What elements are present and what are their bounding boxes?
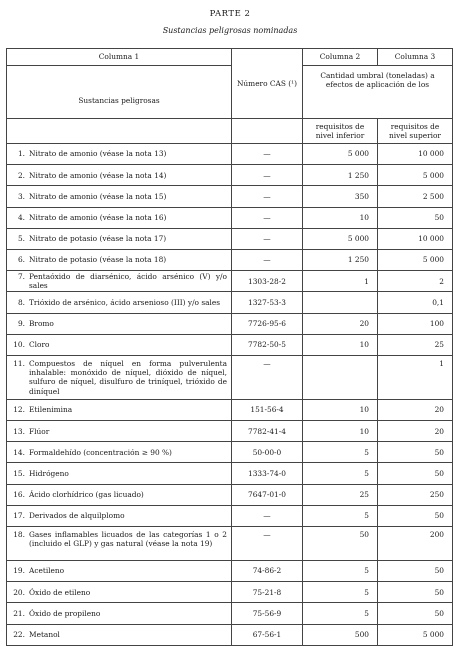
header-spacer-cas <box>232 119 303 144</box>
lower-tier-threshold: 5 <box>303 463 378 484</box>
table-row <box>7 399 453 420</box>
substance-name: Flúor <box>29 426 50 436</box>
cas-number: — <box>232 186 303 207</box>
row-number: 11. <box>13 358 25 368</box>
lower-tier-threshold: 5 <box>303 442 378 463</box>
table-row <box>7 603 453 624</box>
row-number: 4. <box>17 213 25 223</box>
upper-tier-threshold: 5 000 <box>378 165 453 186</box>
row-number: 18. <box>13 530 25 539</box>
cas-number: 50-00-0 <box>232 442 303 463</box>
table-row <box>7 484 453 505</box>
substance-name: Nitrato de potasio (véase la nota 17) <box>29 234 167 244</box>
header-substances: Sustancias peligrosas <box>7 84 232 119</box>
substance-cell <box>7 582 232 603</box>
substance-name: Acetileno <box>29 566 65 576</box>
row-number: 8. <box>17 297 25 307</box>
row-number: 22. <box>13 630 25 640</box>
cas-number: — <box>232 228 303 249</box>
substance-cell <box>7 463 232 484</box>
lower-tier-threshold: 1 250 <box>303 165 378 186</box>
lower-tier-threshold: 5 <box>303 582 378 603</box>
table-row <box>7 463 453 484</box>
lower-tier-threshold: 5 <box>303 505 378 526</box>
substance-cell <box>7 603 232 624</box>
substance-name: Nitrato de potasio (véase la nota 18) <box>29 255 167 265</box>
row-number: 7. <box>17 271 25 281</box>
cas-number: 7647-01-0 <box>232 484 303 505</box>
row-number: 5. <box>17 234 25 244</box>
substance-cell <box>7 228 232 249</box>
row-number: 15. <box>13 468 25 478</box>
upper-tier-threshold: 5 000 <box>378 249 453 270</box>
cas-number: — <box>232 355 303 399</box>
substance-cell <box>7 505 232 526</box>
table-row <box>7 313 453 334</box>
upper-tier-threshold: 50 <box>378 463 453 484</box>
substance-cell <box>7 484 232 505</box>
cas-number: 75-21-8 <box>232 582 303 603</box>
row-number: 9. <box>17 318 25 328</box>
lower-tier-threshold: 350 <box>303 186 378 207</box>
upper-tier-threshold: 5 000 <box>378 624 453 645</box>
substance-name: Formaldehído (concentración ≥ 90 %) <box>29 447 172 457</box>
table-row <box>7 186 453 207</box>
substance-name: Gases inflamables licuados de las categorías 1 o 2 (incluido el GLP) y gas natural (véase la nota 19) <box>29 530 227 549</box>
upper-tier-threshold: 50 <box>378 582 453 603</box>
upper-tier-threshold: 50 <box>378 561 453 582</box>
cas-number: 151-56-4 <box>232 399 303 420</box>
substance-cell <box>7 355 232 399</box>
table-row <box>7 334 453 355</box>
substance-cell <box>7 313 232 334</box>
substance-cell <box>7 165 232 186</box>
row-number: 2. <box>17 170 25 180</box>
table-row <box>7 421 453 442</box>
upper-tier-threshold: 25 <box>378 334 453 355</box>
header-blank <box>7 66 232 84</box>
upper-tier-threshold: 0,1 <box>378 292 453 313</box>
substance-name: Nitrato de amonio (véase la nota 14) <box>29 170 167 180</box>
row-number: 17. <box>13 511 25 521</box>
lower-tier-threshold: 10 <box>303 207 378 228</box>
lower-tier-threshold: 50 <box>303 527 378 561</box>
upper-tier-threshold: 50 <box>378 442 453 463</box>
lower-tier-threshold <box>303 355 378 399</box>
upper-tier-threshold: 50 <box>378 603 453 624</box>
lower-tier-threshold <box>303 292 378 313</box>
substance-name: Óxido de propileno <box>29 608 101 618</box>
substance-cell <box>7 399 232 420</box>
row-number: 21. <box>13 608 25 618</box>
substance-cell <box>7 271 232 292</box>
lower-tier-threshold: 10 <box>303 334 378 355</box>
row-number: 3. <box>17 191 25 201</box>
hazardous-substances-table <box>6 48 453 646</box>
row-number: 19. <box>13 566 25 576</box>
lower-tier-threshold: 5 000 <box>303 144 378 165</box>
row-number: 6. <box>17 255 25 265</box>
substance-cell <box>7 186 232 207</box>
table-row <box>7 271 453 292</box>
cas-number: 7782-50-5 <box>232 334 303 355</box>
table-row <box>7 207 453 228</box>
header-column-3: Columna 3 <box>378 49 453 66</box>
upper-tier-threshold: 250 <box>378 484 453 505</box>
table-row <box>7 165 453 186</box>
substance-name: Etilenimina <box>29 405 73 415</box>
table-row <box>7 355 453 399</box>
cas-number: 1327-53-3 <box>232 292 303 313</box>
table-row <box>7 527 453 561</box>
cas-number: — <box>232 505 303 526</box>
substance-cell <box>7 144 232 165</box>
substance-cell <box>7 207 232 228</box>
cas-number: — <box>232 207 303 228</box>
upper-tier-threshold: 200 <box>378 527 453 561</box>
row-number: 12. <box>13 405 25 415</box>
lower-tier-threshold: 5 000 <box>303 228 378 249</box>
lower-tier-threshold: 500 <box>303 624 378 645</box>
cas-number: — <box>232 144 303 165</box>
substance-cell <box>7 421 232 442</box>
substance-name: Cloro <box>29 340 50 350</box>
lower-tier-threshold: 5 <box>303 561 378 582</box>
table-row <box>7 292 453 313</box>
substance-name: Hidrógeno <box>29 468 69 478</box>
cas-number: — <box>232 249 303 270</box>
header-column-2: Columna 2 <box>303 49 378 66</box>
upper-tier-threshold: 50 <box>378 207 453 228</box>
substance-name: Óxido de etileno <box>29 587 91 597</box>
table-row <box>7 144 453 165</box>
cas-number: 67-56-1 <box>232 624 303 645</box>
table-row <box>7 249 453 270</box>
substance-name: Trióxido de arsénico, ácido arsenioso (III) y/o sales <box>29 297 221 307</box>
lower-tier-threshold: 1 <box>303 271 378 292</box>
table-row <box>7 561 453 582</box>
row-number: 16. <box>13 490 25 500</box>
substance-name: Ácido clorhídrico (gas licuado) <box>29 490 144 500</box>
cas-number: 1333-74-0 <box>232 463 303 484</box>
cas-number: 1303-28-2 <box>232 271 303 292</box>
upper-tier-threshold: 100 <box>378 313 453 334</box>
upper-tier-threshold: 1 <box>378 355 453 399</box>
cas-number: 75-56-9 <box>232 603 303 624</box>
lower-tier-threshold: 10 <box>303 421 378 442</box>
cas-number: 74-86-2 <box>232 561 303 582</box>
substance-name: Derivados de alquilplomo <box>29 511 125 521</box>
table-row <box>7 624 453 645</box>
upper-tier-threshold: 2 <box>378 271 453 292</box>
cas-number: — <box>232 165 303 186</box>
substance-cell <box>7 561 232 582</box>
substance-name: Bromo <box>29 318 54 328</box>
substance-name: Nitrato de amonio (véase la nota 15) <box>29 191 167 201</box>
row-number: 10. <box>13 340 25 350</box>
upper-tier-threshold: 2 500 <box>378 186 453 207</box>
table-subtitle: Sustancias peligrosas nominadas <box>162 26 298 35</box>
substance-name: Nitrato de amonio (véase la nota 16) <box>29 213 167 223</box>
upper-tier-threshold: 10 000 <box>378 228 453 249</box>
row-number: 13. <box>13 426 25 436</box>
substance-cell <box>7 527 232 561</box>
substance-name: Metanol <box>29 630 60 640</box>
row-number: 1. <box>17 149 25 159</box>
substance-cell <box>7 442 232 463</box>
row-number: 14. <box>13 447 25 457</box>
upper-tier-threshold: 20 <box>378 421 453 442</box>
table-row <box>7 228 453 249</box>
table-row <box>7 442 453 463</box>
substance-cell <box>7 292 232 313</box>
header-cas-number: Número CAS (¹) <box>232 49 303 119</box>
header-upper-tier: requisitos de nivel superior <box>378 119 453 144</box>
lower-tier-threshold: 25 <box>303 484 378 505</box>
cas-number: 7726-95-6 <box>232 313 303 334</box>
lower-tier-threshold: 5 <box>303 603 378 624</box>
substance-name: Nitrato de amonio (véase la nota 13) <box>29 149 167 159</box>
lower-tier-threshold: 10 <box>303 399 378 420</box>
upper-tier-threshold: 50 <box>378 505 453 526</box>
substance-cell <box>7 334 232 355</box>
substance-cell <box>7 624 232 645</box>
header-lower-tier: requisitos de nivel inferior <box>303 119 378 144</box>
cas-number: — <box>232 527 303 561</box>
upper-tier-threshold: 10 000 <box>378 144 453 165</box>
part-title: PARTE 2 <box>209 9 251 19</box>
lower-tier-threshold: 20 <box>303 313 378 334</box>
lower-tier-threshold: 1 250 <box>303 249 378 270</box>
table-row <box>7 582 453 603</box>
header-column-1: Columna 1 <box>7 49 232 66</box>
substance-cell <box>7 249 232 270</box>
table-row <box>7 505 453 526</box>
header-threshold: Cantidad umbral (toneladas) a efectos de aplicación de los <box>303 66 453 119</box>
substance-name: Compuestos de níquel en forma pulverulenta inhalable: monóxido de níquel, dióxido de níquel, sulfuro de níquel, disulfuro de triníquel, trióxido de diníquel <box>29 358 227 396</box>
substance-name: Pentaóxido de diarsénico, ácido arsénico (V) y/o sales <box>29 271 227 291</box>
upper-tier-threshold: 20 <box>378 399 453 420</box>
cas-number: 7782-41-4 <box>232 421 303 442</box>
header-spacer <box>7 119 232 144</box>
row-number: 20. <box>13 587 25 597</box>
